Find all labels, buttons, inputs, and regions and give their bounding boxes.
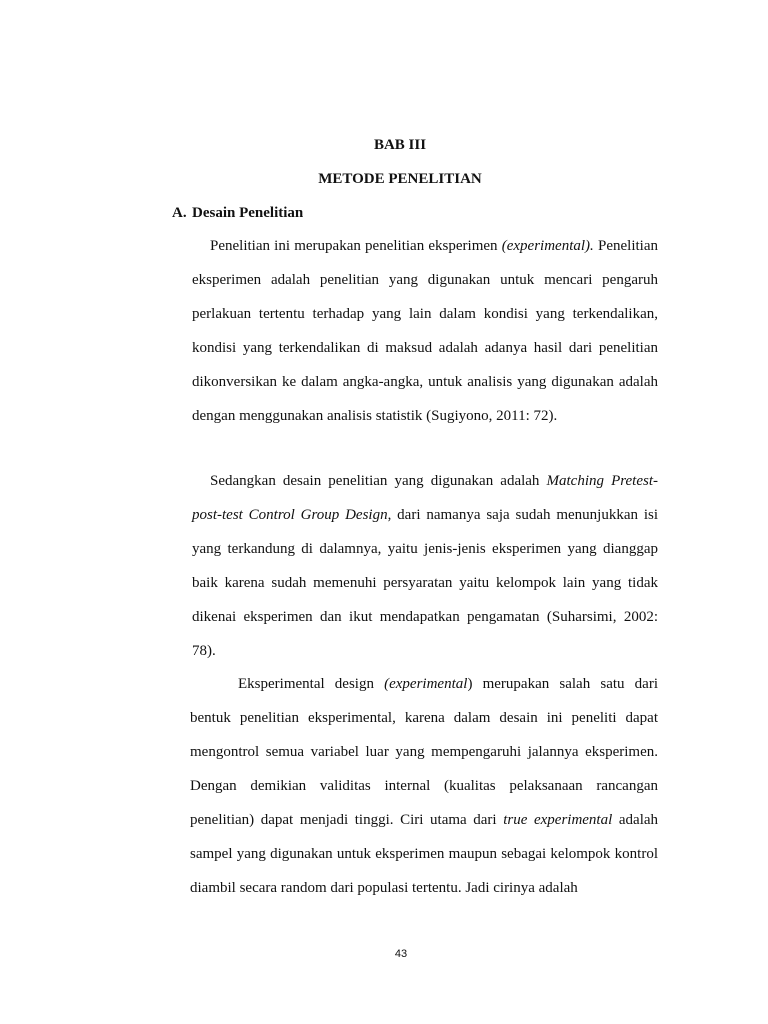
paragraph-3-italic-term: (experimental — [384, 676, 468, 692]
paragraph-1 — [192, 229, 658, 433]
section-heading — [172, 205, 303, 222]
paragraph-3 — [190, 667, 658, 905]
chapter-title: METODE PENELITIAN — [318, 171, 482, 187]
section-title: Desain Penelitian — [192, 205, 304, 221]
chapter-number: BAB III — [373, 137, 427, 153]
paragraph-2-italic-term: Matching Pretest-post-test Control Group Design — [192, 473, 659, 523]
paragraph-2-text-a: Sedangkan desain penelitian yang digunakan adalah — [210, 473, 547, 489]
paragraph-1-text-c: Penelitian eksperimen adalah penelitian yang digunakan untuk mencari pengaruh perlakuan tertentu terhadap yang lain dalam kondisi yang terkendalikan, kondisi yang terkendalikan di maksud adalah adanya hasil dari penelitian dikonversikan ke dalam angka-angka, untuk analisis yang digunakan adalah dengan menggunakan analisis statistik (Sugiyono, 2011: 72). — [192, 238, 658, 424]
paragraph-3-text-c: ) merupakan salah satu dari bentuk penelitian eksperimental, karena dalam desain ini peneliti dapat mengontrol semua variabel luar yang mempengaruhi jalannya eksperimen. Dengan demikian validitas internal (kualitas pelaksanaan rancangan penelitian) dapat menjadi tinggi. Ciri utama dari — [190, 676, 658, 828]
paragraph-2-text-c: , dari namanya saja sudah menunjukkan isi yang terkandung di dalamnya, yaitu jenis-jenis eksperimen yang dianggap baik karena sudah memenuhi persyaratan yaitu kelompok lain yang tidak dikenai eksperimen dan ikut mendapatkan pengamatan (Suharsimi, 2002: 78). — [192, 507, 658, 659]
page-number: 43 — [394, 948, 408, 960]
section-number: A. — [172, 205, 187, 221]
paragraph-2 — [192, 464, 658, 668]
paragraph-1-text-a: Penelitian ini merupakan penelitian eksperimen — [210, 238, 502, 254]
paragraph-3-text-a: Eksperimental design — [238, 676, 385, 692]
paragraph-3-text-e: adalah sampel yang digunakan untuk eksperimen maupun sebagai kelompok kontrol diambil secara random dari populasi tertentu. Jadi cirinya adalah — [190, 812, 659, 896]
paragraph-1-italic-term: (experimental). — [501, 238, 594, 254]
paragraph-3-italic-term-2: true experimental — [503, 812, 613, 828]
